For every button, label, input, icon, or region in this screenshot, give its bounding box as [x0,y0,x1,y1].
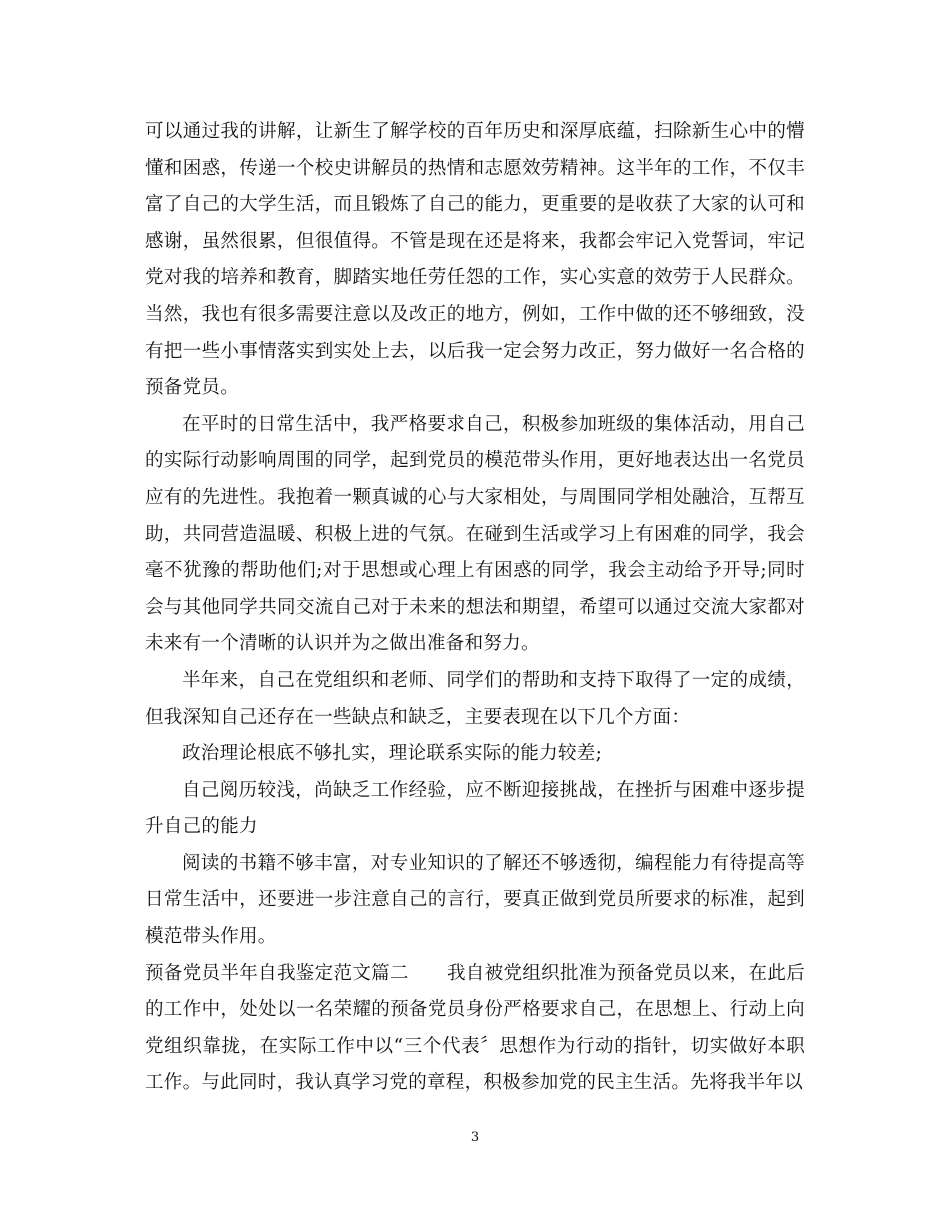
page-number: 3 [470,1130,480,1145]
section-paragraph [145,956,805,1102]
paragraph-5: 自己阅历较浅，尚缺乏工作经验，应不断迎接挑战，在挫折与困难中逐步提升自己的能力 [145,779,805,838]
paragraph-2: 在平时的日常生活中，我严格要求自己，积极参加班级的集体活动，用自己的实际行动影响周围的同学，起到党员的模范带头作用，更好地表达出一名党员应有的先进性。我抱着一颗真诚的心与大家相处，与周围同学相处融洽，互帮互助，共同营造温暖、积极上进的气氛。在碰到生活或学习上有困难的同学，我会毫不犹豫的帮助他们;对于思想或心理上有困惑的同学，我会主动给予开导;同时会与其他同学共同交流自己对于未来的想法和期望，希望可以通过交流大家都对未来有一个清晰的认识并为之做出准备和努力。 [145,413,805,655]
paragraph-1: 可以通过我的讲解，让新生了解学校的百年历史和深厚底蕴，扫除新生心中的懵懂和困惑，传递一个校史讲解员的热情和志愿效劳精神。这半年的工作，不仅丰富了自己的大学生活，而且锻炼了自己的能力，更重要的是收获了大家的认可和感谢，虽然很累，但很值得。不管是现在还是将来，我都会牢记入党誓词，牢记党对我的培养和教育，脚踏实地任劳任怨的工作，实心实意的效劳于人民群众。当然，我也有很多需要注意以及改正的地方，例如，工作中做的还不够细致，没有把一些小事情落实到实处上去，以后我一定会努力改正，努力做好一名合格的预备党员。 [145,121,805,399]
section-text: 我自被党组织批准为预备党员以来，在此后的工作中，处处以一名荣耀的预备党员身份严格要求自己，在思想上、行动上向党组织靠拢，在实际工作中以“三个代表〞思想作为行动的指针，切实做好本职工作。与此同时，我认真学习党的章程，积极参加党的民主生活。先将我半年以 [145,962,806,1094]
paragraph-3: 半年来，自己在党组织和老师、同学们的帮助和支持下取得了一定的成绩，但我深知自己还存在一些缺点和缺乏，主要表现在以下几个方面： [145,669,805,728]
section-heading: 预备党员半年自我鉴定范文篇二 [145,962,409,984]
document-body [145,114,805,1102]
paragraph-4: 政治理论根底不够扎实，理论联系实际的能力较差; [182,743,603,765]
paragraph-6: 阅读的书籍不够丰富，对专业知识的了解还不够透彻，编程能力有待提高等日常生活中，还要进一步注意自己的言行，要真正做到党员所要求的标准，起到模范带头作用。 [145,852,805,948]
